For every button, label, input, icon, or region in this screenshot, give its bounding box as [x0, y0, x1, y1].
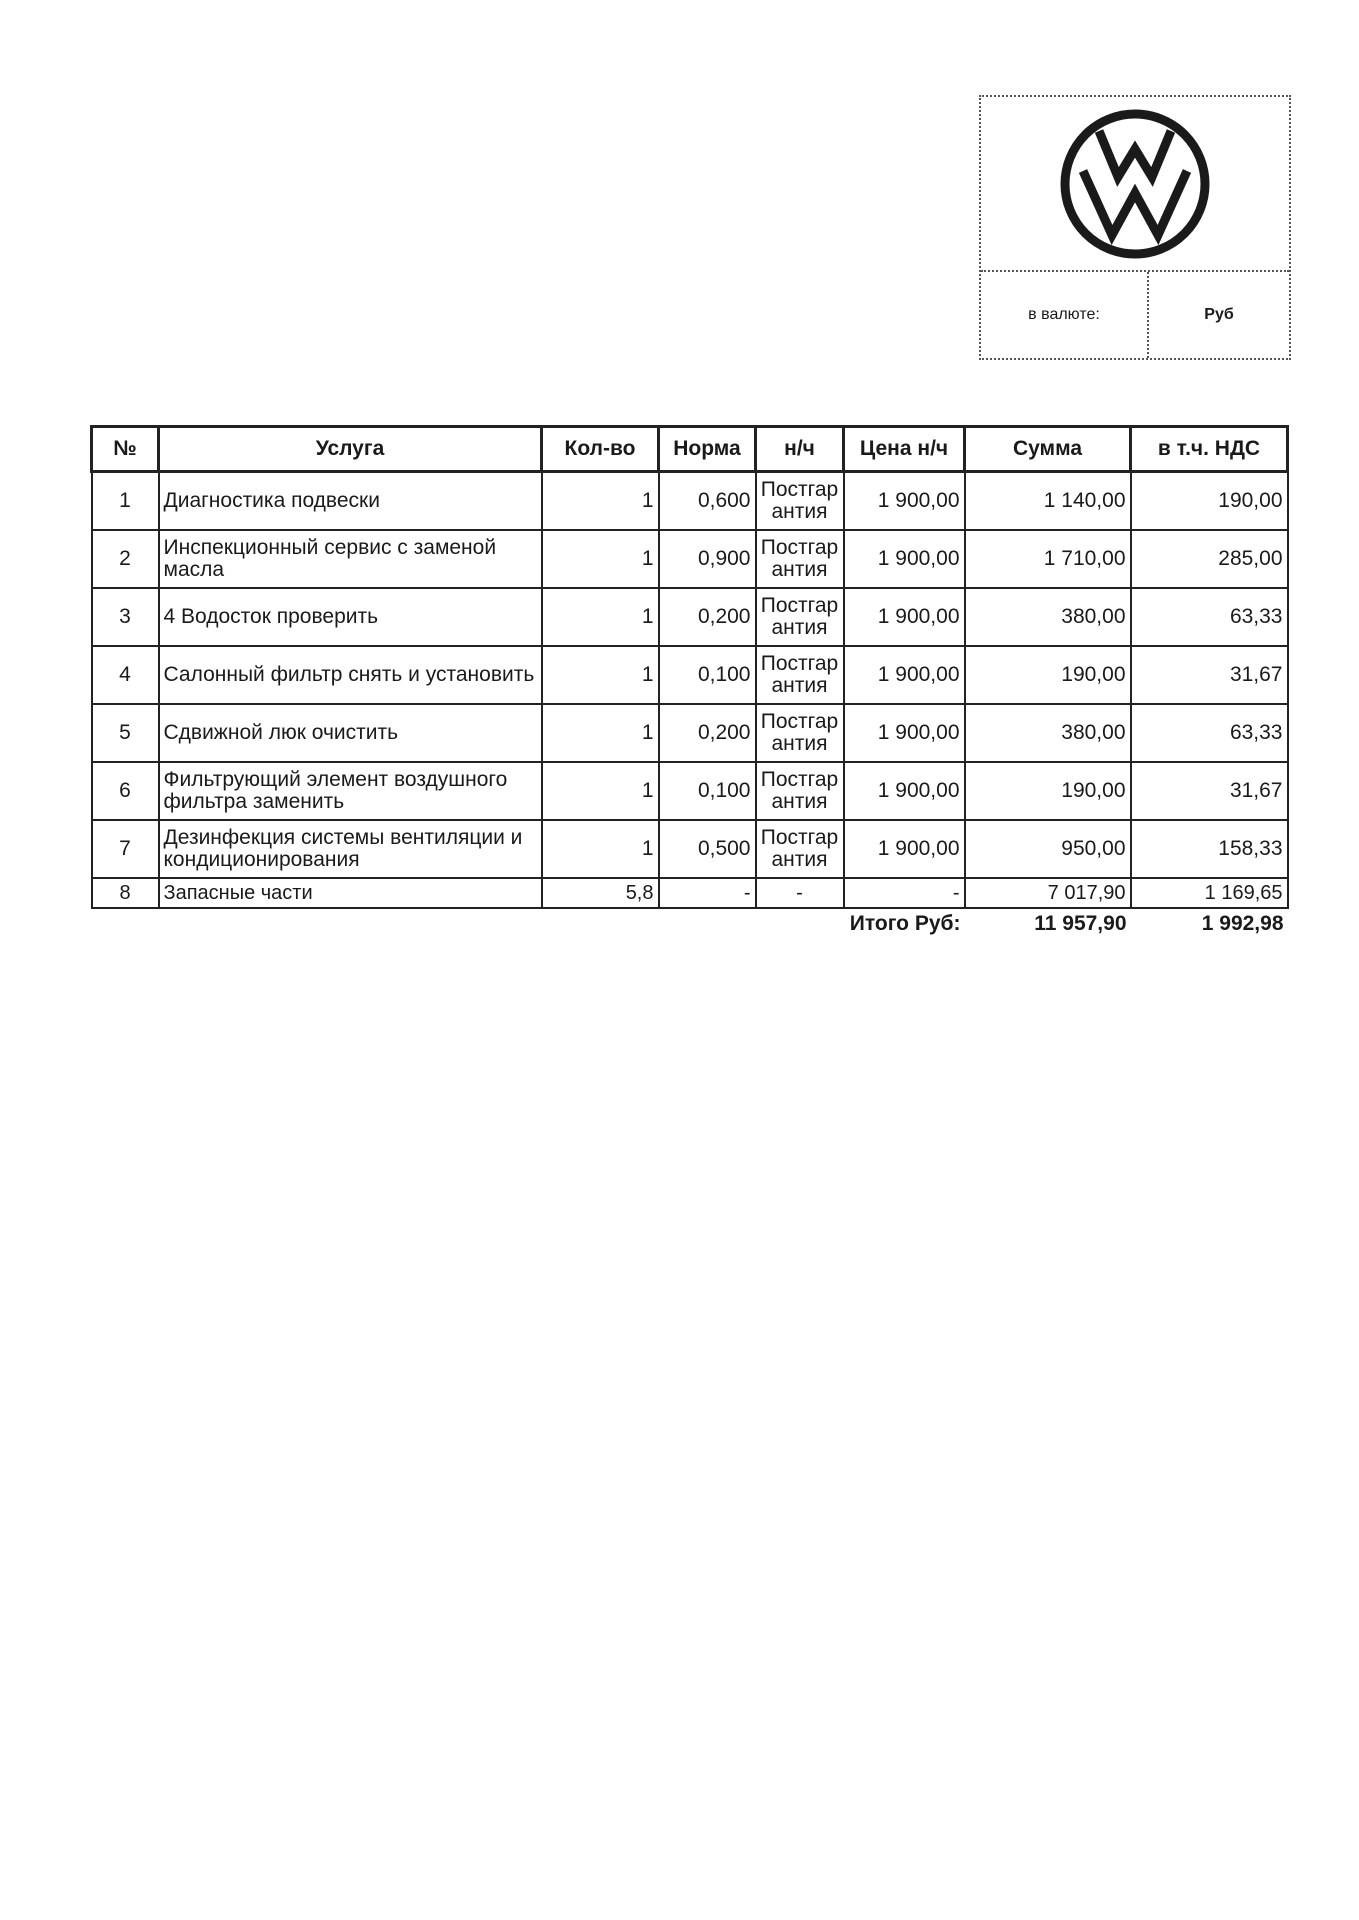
table-header-row: [92, 427, 1288, 472]
sum: 190,00: [965, 762, 1131, 820]
quantity: 1: [542, 646, 659, 704]
vat: 190,00: [1131, 472, 1288, 531]
row-number: 6: [92, 762, 159, 820]
quantity: 1: [542, 704, 659, 762]
service-name: Запасные части: [159, 878, 542, 908]
service-name: Инспекционный сервис с заменой масла: [159, 530, 542, 588]
column-header: в т.ч. НДС: [1131, 427, 1288, 472]
unit: Постгар антия: [756, 530, 844, 588]
row-number: 1: [92, 472, 159, 531]
row-number: 7: [92, 820, 159, 878]
norm: 0,200: [659, 588, 756, 646]
vat: 1 169,65: [1131, 878, 1288, 908]
services-table-wrap: [90, 425, 1286, 939]
service-name: Сдвижной люк очистить: [159, 704, 542, 762]
services-table: [90, 425, 1289, 939]
table-row: [92, 646, 1288, 704]
quantity: 5,8: [542, 878, 659, 908]
sum: 1 710,00: [965, 530, 1131, 588]
column-header: Норма: [659, 427, 756, 472]
sum: 380,00: [965, 704, 1131, 762]
column-header: Кол-во: [542, 427, 659, 472]
quantity: 1: [542, 820, 659, 878]
column-header: Сумма: [965, 427, 1131, 472]
quantity: 1: [542, 762, 659, 820]
table-row: [92, 530, 1288, 588]
total-label: Итого Руб:: [849, 912, 961, 935]
service-name: 4 Водосток проверить: [159, 588, 542, 646]
norm: -: [659, 878, 756, 908]
logo-currency-box: [979, 95, 1291, 360]
price: 1 900,00: [844, 588, 965, 646]
total-row: [92, 908, 1288, 939]
row-number: 4: [92, 646, 159, 704]
norm: 0,600: [659, 472, 756, 531]
price: -: [844, 878, 965, 908]
row-number: 2: [92, 530, 159, 588]
vat: 158,33: [1131, 820, 1288, 878]
sum: 7 017,90: [965, 878, 1131, 908]
price: 1 900,00: [844, 704, 965, 762]
service-name: Салонный фильтр снять и установить: [159, 646, 542, 704]
column-header: Услуга: [159, 427, 542, 472]
volkswagen-logo-icon: [1055, 109, 1215, 259]
vat: 63,33: [1131, 588, 1288, 646]
currency-label: в валюте:: [981, 272, 1149, 358]
norm: 0,200: [659, 704, 756, 762]
unit: Постгар антия: [756, 646, 844, 704]
vat: 285,00: [1131, 530, 1288, 588]
row-number: 5: [92, 704, 159, 762]
vat: 31,67: [1131, 762, 1288, 820]
row-number: 8: [92, 878, 159, 908]
column-header: Цена н/ч: [844, 427, 965, 472]
sum: 380,00: [965, 588, 1131, 646]
row-number: 3: [92, 588, 159, 646]
parts-row: [92, 878, 1288, 908]
column-header: №: [92, 427, 159, 472]
norm: 0,100: [659, 646, 756, 704]
unit: Постгар антия: [756, 820, 844, 878]
table-row: [92, 704, 1288, 762]
quantity: 1: [542, 530, 659, 588]
sum: 950,00: [965, 820, 1131, 878]
quantity: 1: [542, 472, 659, 531]
service-name: Диагностика подвески: [159, 472, 542, 531]
unit: Постгар антия: [756, 472, 844, 531]
unit: -: [756, 878, 844, 908]
unit: Постгар антия: [756, 588, 844, 646]
quantity: 1: [542, 588, 659, 646]
vat: 63,33: [1131, 704, 1288, 762]
price: 1 900,00: [844, 530, 965, 588]
table-row: [92, 588, 1288, 646]
sum: 1 140,00: [965, 472, 1131, 531]
vat: 31,67: [1131, 646, 1288, 704]
table-row: [92, 820, 1288, 878]
logo-cell: [981, 97, 1289, 272]
norm: 0,500: [659, 820, 756, 878]
table-row: [92, 472, 1288, 531]
service-name: Фильтрующий элемент воздушного фильтра заменить: [159, 762, 542, 820]
column-header: н/ч: [756, 427, 844, 472]
total-vat: 1 992,98: [1201, 912, 1284, 935]
total-sum: 11 957,90: [1034, 912, 1127, 935]
price: 1 900,00: [844, 820, 965, 878]
norm: 0,900: [659, 530, 756, 588]
unit: Постгар антия: [756, 704, 844, 762]
price: 1 900,00: [844, 646, 965, 704]
table-row: [92, 762, 1288, 820]
sum: 190,00: [965, 646, 1131, 704]
currency-value: Руб: [1204, 306, 1234, 323]
price: 1 900,00: [844, 762, 965, 820]
norm: 0,100: [659, 762, 756, 820]
service-name: Дезинфекция системы вентиляции и кондиционирования: [159, 820, 542, 878]
price: 1 900,00: [844, 472, 965, 531]
unit: Постгар антия: [756, 762, 844, 820]
